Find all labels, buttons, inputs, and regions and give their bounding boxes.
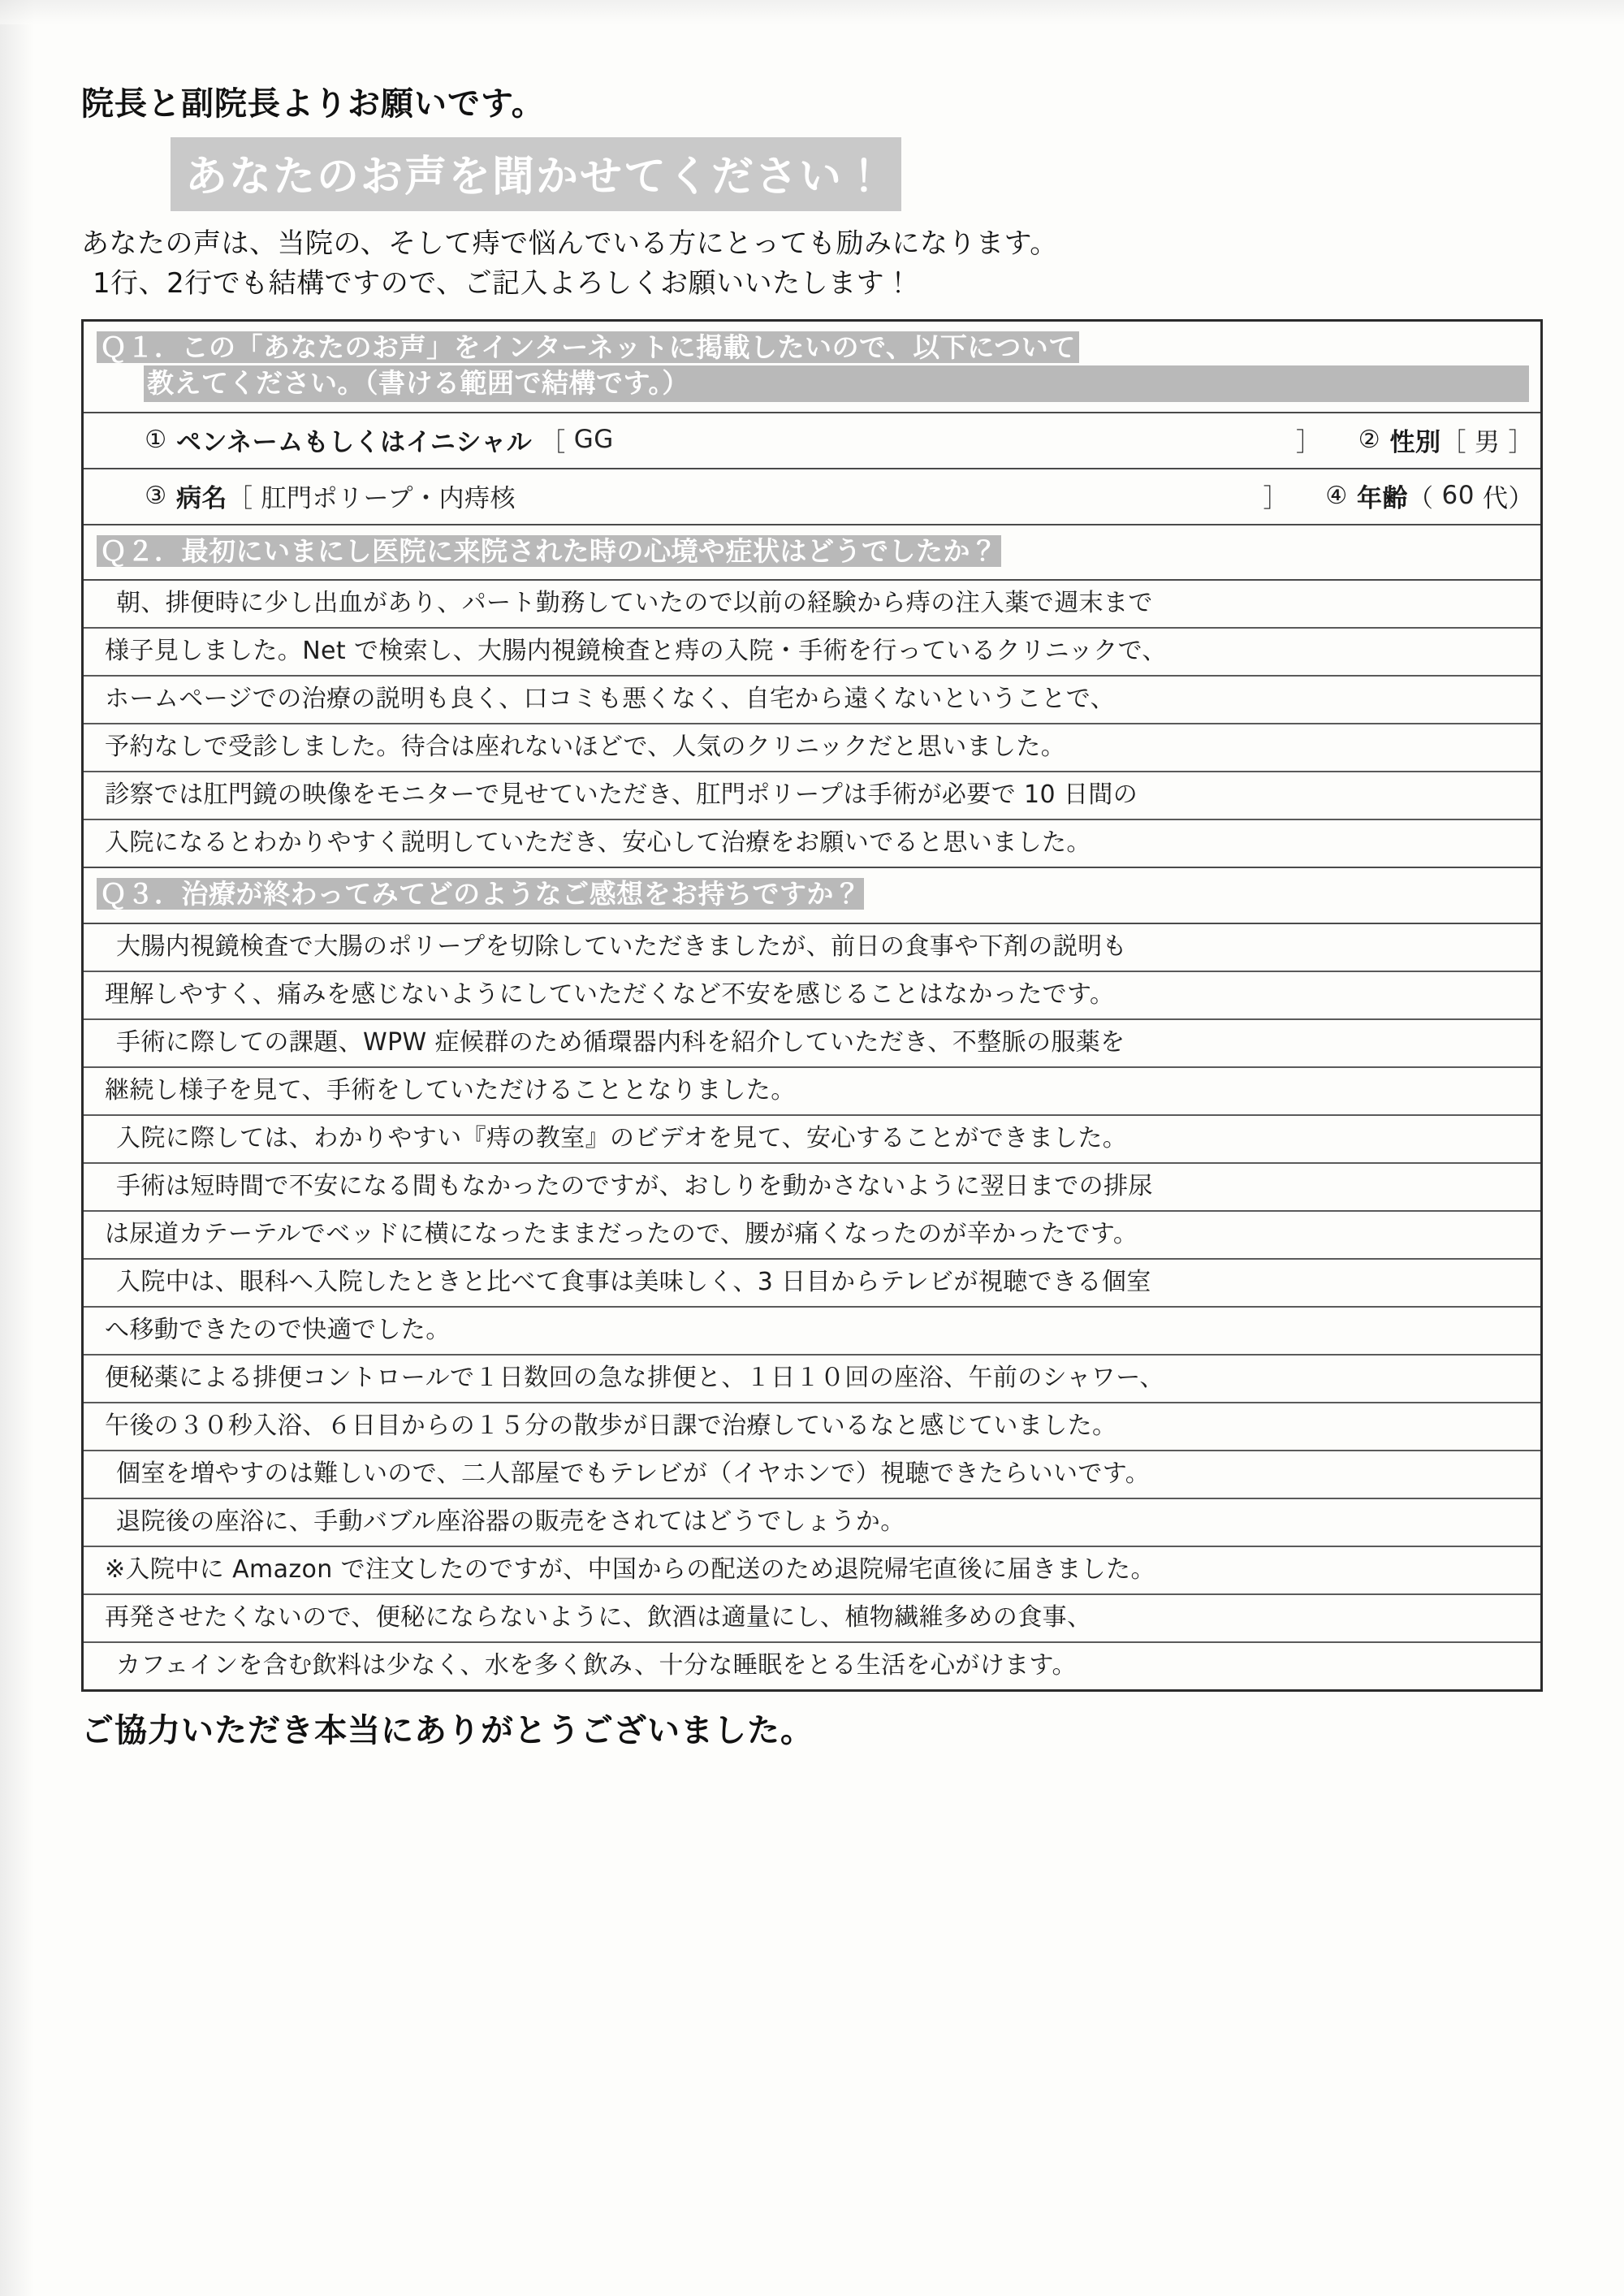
field-number: ② (1358, 425, 1381, 454)
questionnaire-box (81, 319, 1543, 1692)
field-pen-name (140, 422, 622, 458)
answer-line: ※入院中に Amazon で注文したのですが、中国からの配送のため退院帰宅直後に届きました。 (84, 1547, 1540, 1595)
answer-line: カフェインを含む飲料は少なく、水を多く飲み、十分な睡眠をとる生活を心がけます。 (116, 1650, 1077, 1680)
answer-line: 入院に際しては、わかりやすい『痔の教室』のビデオを見て、安心することができました。 (84, 1116, 1540, 1164)
q3-answer (84, 924, 1540, 1689)
q3-title-text: Ｑ３．治療が終わってみてどのようなご感想をお持ちですか？ (97, 878, 864, 910)
field-number: ③ (145, 481, 167, 510)
answer-line: 入院になるとわかりやすく説明していただき、安心して治療をお願いでると思いました。 (105, 828, 1091, 858)
answer-line: 診察では肛門鏡の映像をモニターで見せていただき、肛門ポリープは手術が必要で 10 日間の (84, 772, 1540, 820)
lead-paragraph (81, 224, 1543, 305)
answer-line: 再発させたくないので、便秘にならないように、飲酒は適量にし、植物繊維多めの食事、 (84, 1595, 1540, 1643)
disease-name-value[interactable]: 肛門ポリープ・内痔核 (261, 483, 516, 513)
answer-line: 継続し様子を見て、手術をしていただけることとなりました。 (84, 1068, 1540, 1116)
pen-name-value[interactable]: GG (573, 425, 614, 455)
q1-section (84, 322, 1540, 413)
field-label: 性別 (1389, 427, 1441, 457)
bracket-close: ］ (1263, 483, 1289, 513)
answer-line: 手術に際しての課題、WPW 症候群のため循環器内科を紹介していただき、不整脈の服薬を (84, 1020, 1540, 1068)
gender-value[interactable]: 男 (1475, 427, 1501, 457)
lead-line-2: 1行、2行でも結構ですので、ご記入よろしくお願いいたします！ (93, 267, 913, 301)
q3-title (84, 868, 1540, 923)
highlight-banner-text: あなたのお声を聞かせてください！ (185, 153, 888, 201)
q2-title-text: Ｑ２．最初にいまにし医院に来院された時の心境や症状はどうでしたか？ (97, 535, 1001, 567)
scan-edge-shadow-left (0, 0, 34, 2296)
q2-title (84, 525, 1540, 580)
document-content (81, 78, 1543, 1751)
field-gender (1354, 422, 1535, 458)
q1-fields-row-1 (84, 413, 1540, 525)
q3-section-title (84, 868, 1540, 924)
answer-line: 理解しやすく、痛みを感じないようにしていただくなど不安を感じることはなかったです。 (84, 972, 1540, 1020)
answer-line: ホームページでの治療の説明も良く、口コミも悪くなく、自宅から遠くないということで、 (84, 677, 1540, 724)
answer-line: 便秘薬による排便コントロールで１日数回の急な排便と、１日１０回の座浴、午前のシャワー、 (84, 1356, 1540, 1403)
field-row (84, 469, 1540, 524)
lead-line-1: あなたの声は、当院の、そして痔で悩んでいる方にとっても励みになります。 (81, 227, 1058, 260)
answer-line: 午後の３０秒入浴、６日目からの１５分の散歩が日課で治療しているなと感じていました。 (84, 1403, 1540, 1451)
q1-title-line-2: 教えてください。（書ける範囲で結構です。） (144, 365, 1529, 402)
field-row (84, 413, 1540, 469)
field-disease-name (140, 478, 524, 514)
bracket-open: （ (1408, 483, 1434, 513)
age-value[interactable]: 60 (1441, 481, 1475, 511)
footer-thanks: ご協力いただき本当にありがとうございました。 (81, 1711, 814, 1749)
answer-line: 大腸内視鏡検査で大腸のポリープを切除していただきましたが、前日の食事や下剤の説明も (84, 924, 1540, 972)
answer-line: は尿道カテーテルでベッドに横になったままだったので、腰が痛くなったのが辛かったです。 (84, 1212, 1540, 1260)
highlight-banner (171, 137, 901, 211)
bracket-close: ） (1508, 483, 1534, 513)
field-label: 年齢 (1357, 483, 1409, 513)
bracket-close: ］ (1508, 427, 1534, 457)
bracket-open: ［ (1440, 427, 1466, 457)
answer-line: 予約なしで受診しました。待合は座れないほどで、人気のクリニックだと思いました。 (84, 724, 1540, 772)
page-title: 院長と副院長よりお願いです。 (81, 85, 545, 123)
answer-line: 様子見しました。Net で検索し、大腸内視鏡検査と痔の入院・手術を行っているクリニックで、 (84, 629, 1540, 677)
age-unit: 代 (1483, 483, 1509, 513)
q2-section-title (84, 525, 1540, 582)
field-number: ④ (1325, 481, 1348, 510)
answer-line: 朝、排便時に少し出血があり、パート勤務していたので以前の経験から痔の注入薬で週末まで (84, 581, 1540, 629)
answer-line: 個室を増やすのは難しいので、二人部屋でもテレビが（イヤホンで）視聴できたらいいです。 (84, 1451, 1540, 1499)
q1-title-line-1: Ｑ１．この「あなたのお声」をインターネットに掲載したいので、以下について (97, 331, 1079, 363)
bracket-open: ［ (227, 483, 253, 513)
q1-title (84, 322, 1540, 412)
field-age (1321, 478, 1534, 514)
scan-edge-shadow-top (0, 0, 1624, 24)
answer-line: 入院中は、眼科へ入院したときと比べて食事は美味しく、3 日目からテレビが視聴できる個室 (84, 1260, 1540, 1308)
answer-line: へ移動できたので快適でした。 (84, 1308, 1540, 1356)
field-label: ペンネームもしくはイニシャル (176, 427, 533, 457)
field-label: 病名 (176, 483, 227, 513)
bracket-open: ［ (540, 427, 566, 457)
bracket-close: ］ (1296, 427, 1322, 457)
answer-line: 手術は短時間で不安になる間もなかったのですが、おしりを動かさないように翌日までの排尿 (84, 1164, 1540, 1212)
q2-answer (84, 581, 1540, 868)
answer-line: 退院後の座浴に、手動バブル座浴器の販売をされてはどうでしょうか。 (84, 1499, 1540, 1547)
field-number: ① (145, 425, 167, 454)
